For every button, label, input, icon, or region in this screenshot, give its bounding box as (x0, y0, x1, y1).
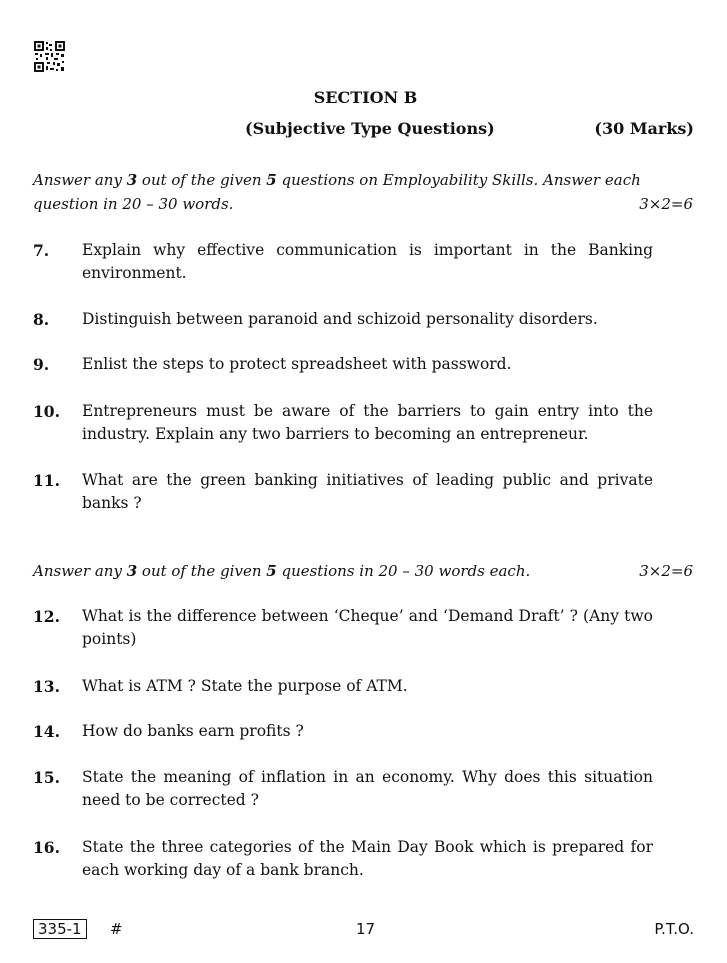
question-9: 9. Enlist the steps to protect spreadsheet with password. (33, 355, 512, 374)
paper-code: 335-1 (33, 919, 87, 939)
instruction-2: Answer any 3 out of the given 5 questions in 20 – 30 words each. 3×2=6 (33, 559, 693, 583)
question-14: 14. How do banks earn profits ? (33, 722, 304, 741)
section-title: SECTION B (313, 88, 418, 107)
question-12: 12. What is the difference between ‘Cheque’ and ‘Demand Draft’ ? (Any two points) (33, 607, 653, 648)
section-total-marks: (30 Marks) (594, 119, 694, 138)
question-10: 10. Entrepreneurs must be aware of the barriers to gain entry into the industry. Explain any two barriers to becoming an entrepreneur. (33, 402, 653, 443)
question-16: 16. State the three categories of the Main Day Book which is prepared for each working day of a bank branch. (33, 838, 653, 879)
hash-mark: # (110, 920, 123, 938)
question-7: 7. Explain why effective communication is important in the Banking environment. (33, 241, 653, 282)
instruction-2-marks: 3×2=6 (639, 562, 693, 580)
question-11: 11. What are the green banking initiatives of leading public and private banks ? (33, 471, 653, 512)
instruction-1-marks: 3×2=6 (639, 195, 693, 213)
section-subtitle: (Subjective Type Questions) (245, 119, 495, 138)
question-8: 8. Distinguish between paranoid and schizoid personality disorders. (33, 310, 598, 329)
page-number: 17 (356, 920, 376, 938)
instruction-1: Answer any 3 out of the given 5 questions on Employability Skills. Answer each question in 20 – 30 words. 3×2=6 (33, 168, 693, 216)
pto-label: P.T.O. (654, 920, 694, 938)
question-13: 13. What is ATM ? State the purpose of ATM. (33, 677, 408, 696)
question-15: 15. State the meaning of inflation in an economy. Why does this situation need to be corrected ? (33, 768, 653, 809)
qr-code-icon (33, 40, 66, 73)
